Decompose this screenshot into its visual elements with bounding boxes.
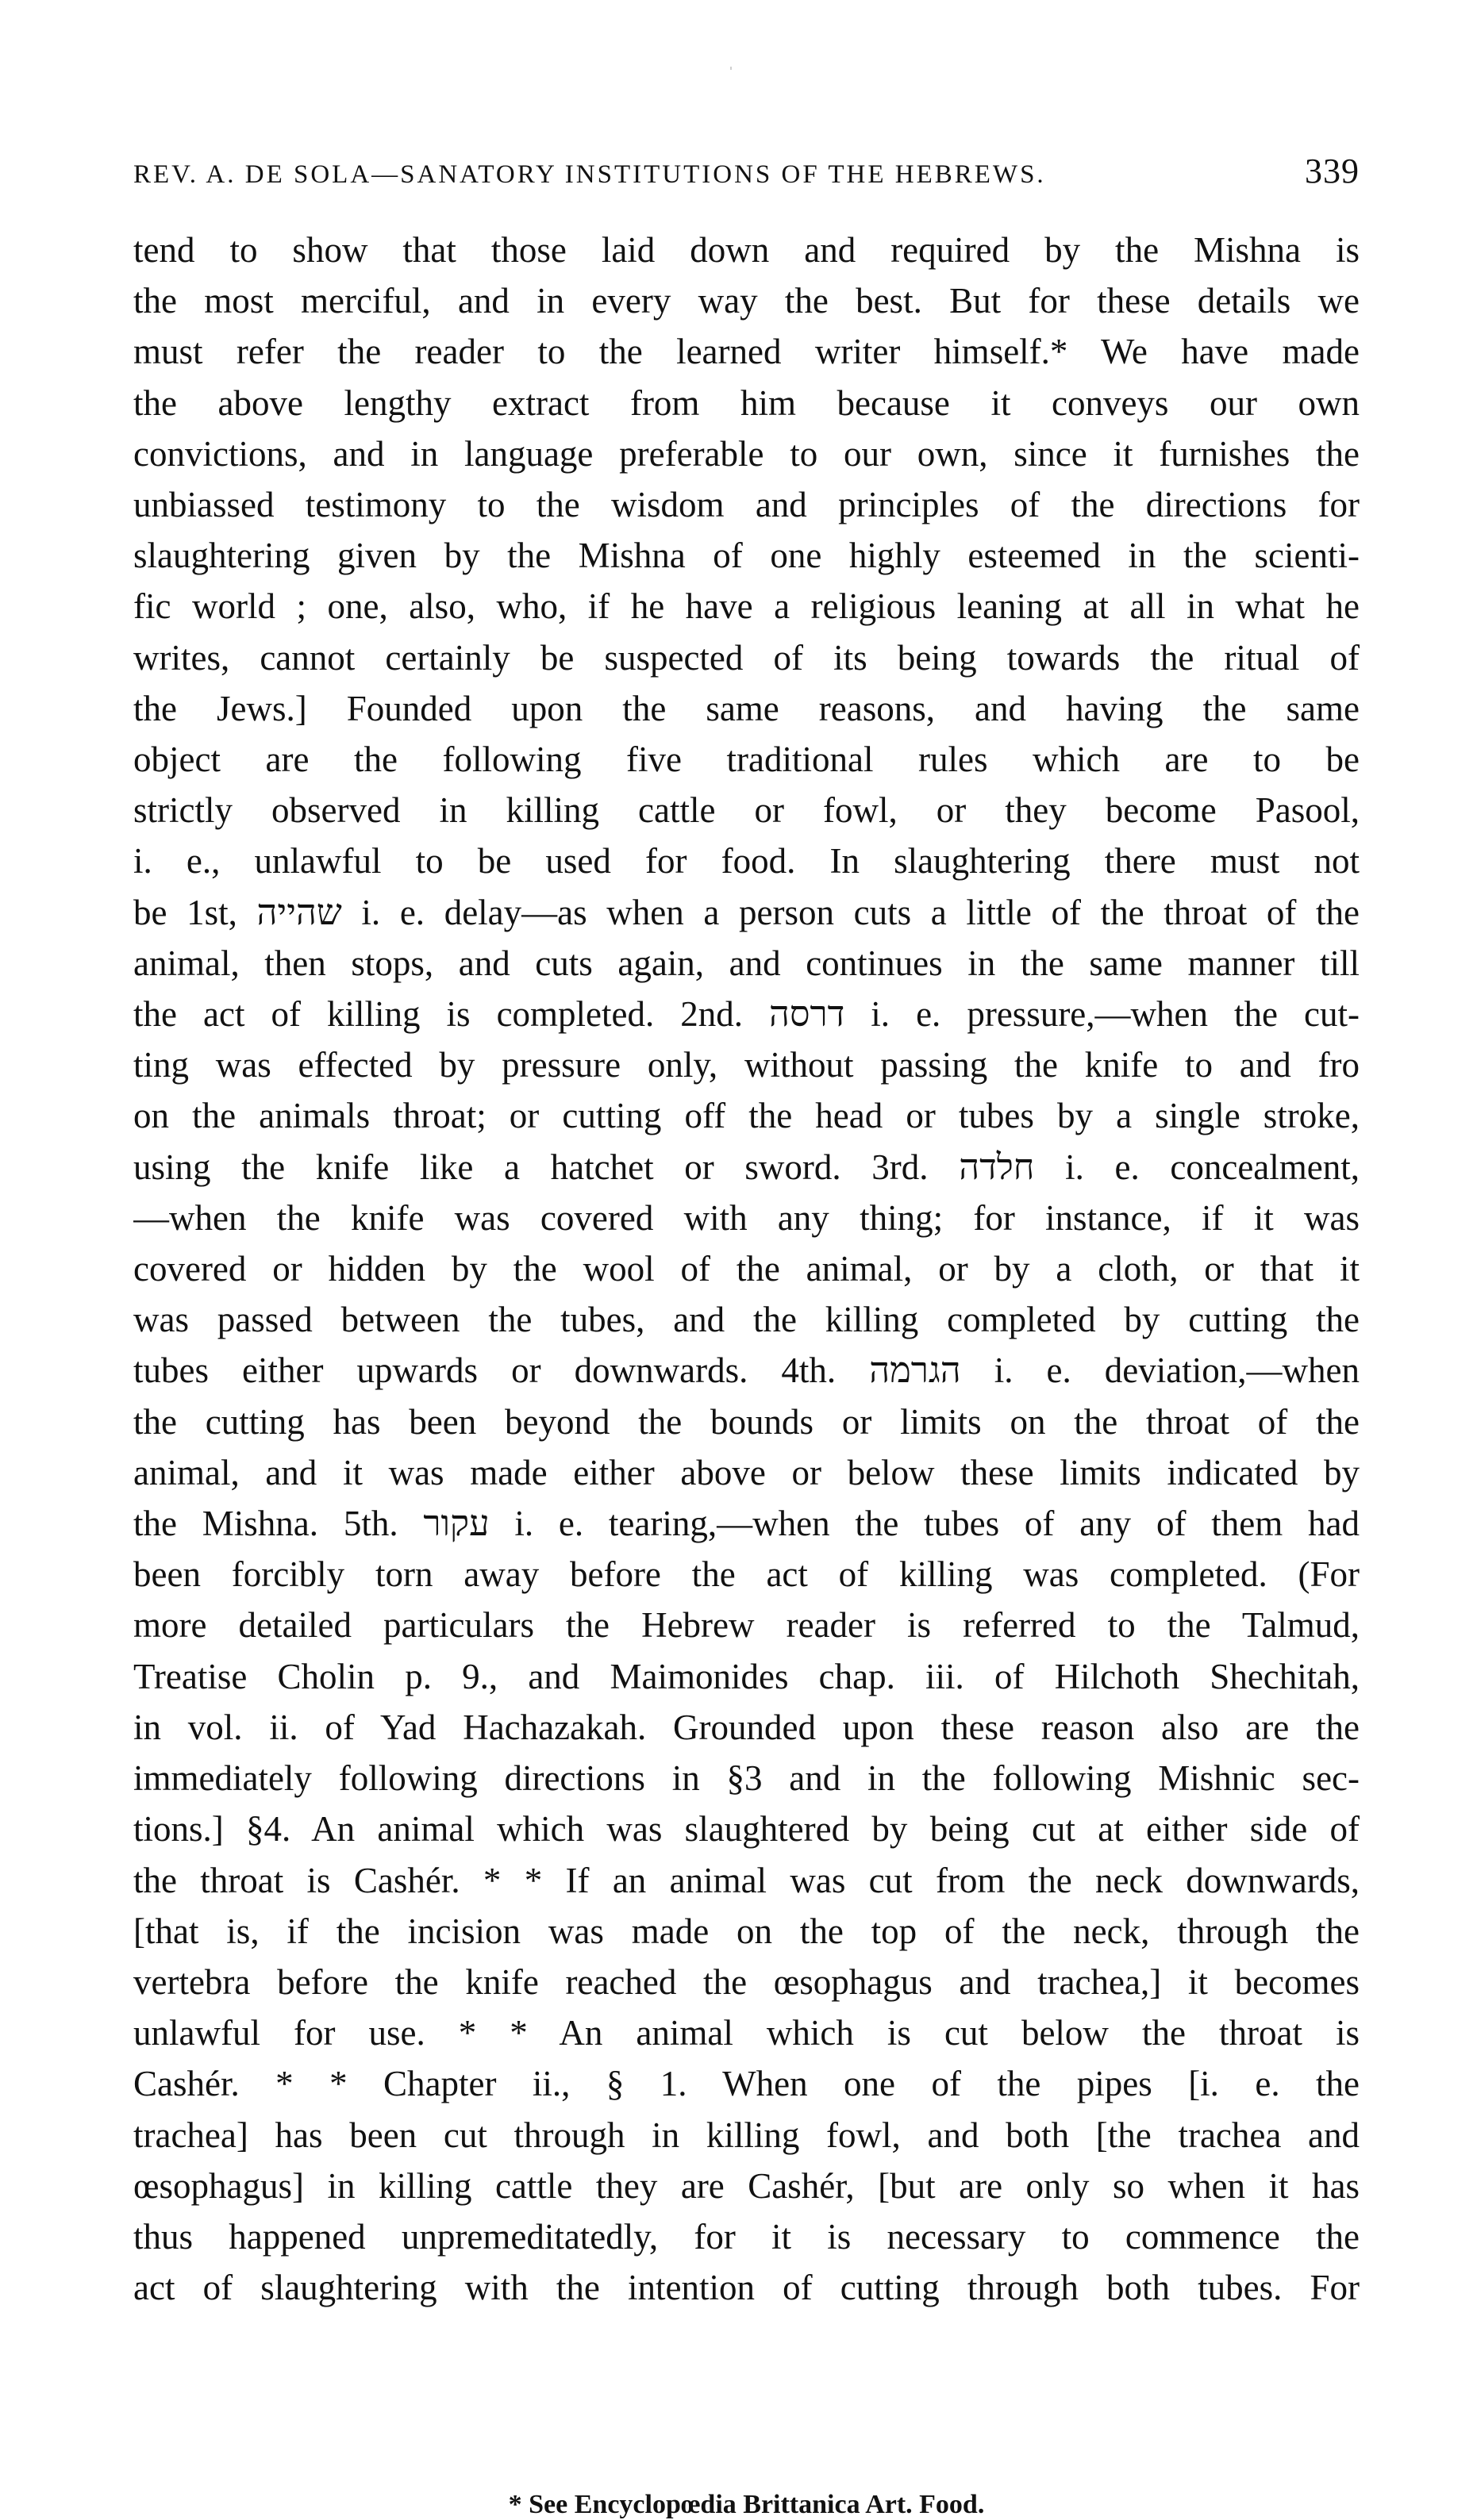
text-line: tubes either upwards or downwards. 4th. הגרמה i. e. deviation,—when: [133, 1350, 1360, 1391]
text-line: fic world ; one, also, who, if he have a religious leaning at all in what he: [133, 586, 1360, 627]
text-line: —when the knife was covered with any thing; for instance, if it was: [133, 1197, 1360, 1238]
running-title: REV. A. DE SOLA—SANATORY INSTITUTIONS OF THE HEBREWS.: [133, 160, 1046, 189]
text-line: the cutting has been beyond the bounds or limits on the throat of the: [133, 1401, 1360, 1442]
text-line: immediately following directions in §3 and in the following Mishnic sec-: [133, 1758, 1360, 1799]
text-line: unbiassed testimony to the wisdom and principles of the directions for: [133, 485, 1360, 525]
text-line: must refer the reader to the learned writer himself.* We have made: [133, 332, 1360, 372]
text-line: be 1st, שהייה i. e. delay—as when a person cuts a little of the throat of the: [133, 892, 1360, 932]
speck: [730, 67, 732, 70]
text-line: slaughtering given by the Mishna of one highly esteemed in the scienti-: [133, 536, 1360, 576]
text-line: was passed between the tubes, and the killing completed by cutting the: [133, 1300, 1360, 1340]
body-text: [133, 225, 1360, 2313]
text-line: the Jews.] Founded upon the same reasons, and having the same: [133, 688, 1360, 728]
text-line: in vol. ii. of Yad Hachazakah. Grounded upon these reason also are the: [133, 1707, 1360, 1747]
text-line: the Mishna. 5th. עקור i. e. tearing,—when the tubes of any of them had: [133, 1504, 1360, 1544]
text-line: i. e., unlawful to be used for food. In slaughtering there must not: [133, 841, 1360, 882]
text-line: animal, and it was made either above or below these limits indicated by: [133, 1452, 1360, 1492]
text-line: unlawful for use. * * An animal which is cut below the throat is: [133, 2013, 1360, 2053]
running-header: [133, 151, 1360, 191]
text-line: more detailed particulars the Hebrew reader is referred to the Talmud,: [133, 1605, 1360, 1646]
text-line: been forcibly torn away before the act of killing was completed. (For: [133, 1554, 1360, 1595]
text-line: Treatise Cholin p. 9., and Maimonides chap. iii. of Hilchoth Shechitah,: [133, 1656, 1360, 1696]
text-line: object are the following five traditional rules which are to be: [133, 739, 1360, 780]
text-line: thus happened unpremeditatedly, for it is necessary to commence the: [133, 2216, 1360, 2257]
text-line: [that is, if the incision was made on the top of the neck, through the: [133, 1911, 1360, 1951]
text-line: ting was effected by pressure only, without passing the knife to and fro: [133, 1045, 1360, 1085]
text-line: writes, cannot certainly be suspected of its being towards the ritual of: [133, 637, 1360, 678]
text-line: trachea] has been cut through in killing fowl, and both [the trachea and: [133, 2115, 1360, 2155]
text-line: Cashér. * * Chapter ii., § 1. When one of the pipes [i. e. the: [133, 2064, 1360, 2104]
text-line: covered or hidden by the wool of the animal, or by a cloth, or that it: [133, 1249, 1360, 1289]
text-line: using the knife like a hatchet or sword. 3rd. חלדה i. e. concealment,: [133, 1147, 1360, 1187]
text-line: tend to show that those laid down and required by the Mishna is: [133, 230, 1360, 270]
text-line: the above lengthy extract from him because it conveys our own: [133, 382, 1360, 423]
text-line: vertebra before the knife reached the œsophagus and trachea,] it becomes: [133, 1961, 1360, 2002]
text-line: animal, then stops, and cuts again, and continues in the same manner till: [133, 943, 1360, 983]
footnote: * See Encyclopœdia Brittanica Art. Food.: [508, 2490, 985, 2519]
text-line: tions.] §4. An animal which was slaughtered by being cut at either side of: [133, 1809, 1360, 1850]
text-line: the throat is Cashér. * * If an animal was cut from the neck downwards,: [133, 1860, 1360, 1900]
page: [133, 151, 1360, 2519]
text-line: on the animals throat; or cutting off the head or tubes by a single stroke,: [133, 1096, 1360, 1136]
text-line: act of slaughtering with the intention of cutting through both tubes. For: [133, 2268, 1360, 2308]
text-line: convictions, and in language preferable to our own, since it furnishes the: [133, 433, 1360, 474]
text-line: œsophagus] in killing cattle they are Cashér, [but are only so when it has: [133, 2165, 1360, 2206]
text-line: the most merciful, and in every way the best. But for these details we: [133, 281, 1360, 321]
text-line: strictly observed in killing cattle or fowl, or they become Pasool,: [133, 790, 1360, 831]
text-line: the act of killing is completed. 2nd. דרסה i. e. pressure,—when the cut-: [133, 994, 1360, 1035]
page-number: 339: [1305, 152, 1360, 190]
